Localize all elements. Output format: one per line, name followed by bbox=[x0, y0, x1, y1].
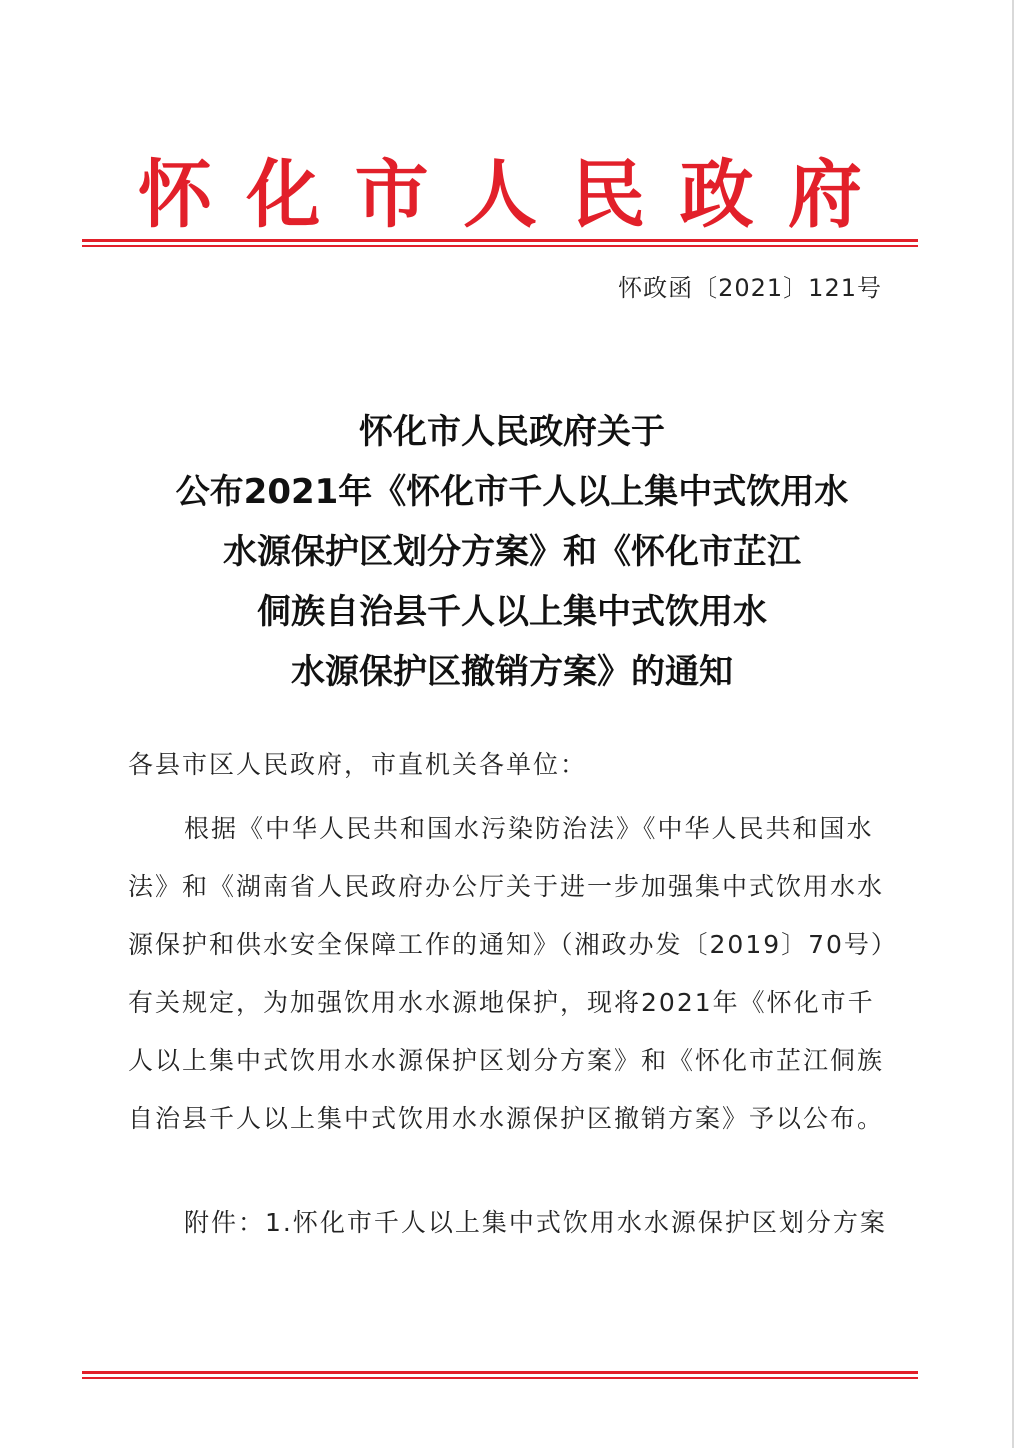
document-number: 怀政函〔2021〕121号 bbox=[618, 274, 882, 302]
masthead-char: 政 bbox=[679, 152, 754, 238]
masthead-char: 民 bbox=[571, 152, 646, 238]
masthead-title bbox=[82, 152, 918, 238]
body-paragraph bbox=[128, 800, 898, 1148]
body-line: 人以上集中式饮用水水源保护区划分方案》和《怀化市芷江侗族 bbox=[128, 1046, 885, 1075]
title-line: 侗族自治县千人以上集中式饮用水 bbox=[257, 592, 767, 632]
body-line: 根据《中华人民共和国水污染防治法》《中华人民共和国水 bbox=[184, 814, 874, 843]
footer-rule-thick bbox=[82, 1371, 918, 1374]
body-line: 自治县千人以上集中式饮用水水源保护区撤销方案》予以公布。 bbox=[128, 1104, 885, 1133]
masthead-char: 怀 bbox=[138, 152, 212, 238]
masthead-char: 人 bbox=[462, 152, 537, 238]
body-line: 有关规定，为加强饮用水水源地保护，现将2021年《怀化市千 bbox=[128, 988, 875, 1017]
body-line: 源保护和供水安全保障工作的通知》（湘政办发〔2019〕70号） bbox=[128, 930, 898, 959]
document-title bbox=[82, 402, 942, 702]
title-line: 水源保护区撤销方案》的通知 bbox=[291, 652, 733, 692]
masthead-char: 府 bbox=[787, 152, 862, 238]
masthead-rule-thin bbox=[82, 245, 918, 247]
title-line: 公布2021年《怀化市千人以上集中式饮用水 bbox=[175, 472, 849, 512]
attachment-line: 附件：1.怀化市千人以上集中式饮用水水源保护区划分方案 bbox=[184, 1208, 887, 1237]
title-line: 水源保护区划分方案》和《怀化市芷江 bbox=[223, 532, 801, 572]
footer-rule-thin bbox=[82, 1377, 918, 1379]
masthead-rule-thick bbox=[82, 239, 918, 242]
masthead-char: 市 bbox=[354, 152, 429, 238]
title-line: 怀化市人民政府关于 bbox=[359, 412, 665, 452]
salutation: 各县市区人民政府，市直机关各单位： bbox=[128, 750, 588, 779]
masthead-char: 化 bbox=[246, 152, 321, 238]
body-line: 法》和《湖南省人民政府办公厅关于进一步加强集中式饮用水水 bbox=[128, 872, 885, 901]
scan-edge bbox=[1012, 0, 1014, 1448]
